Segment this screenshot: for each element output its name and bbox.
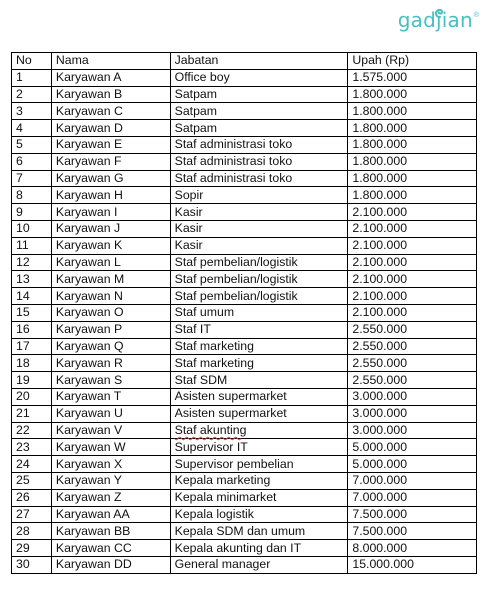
table-row [12, 271, 477, 288]
cell-no [12, 187, 52, 204]
cell-jabatan [170, 69, 348, 86]
cell-no-text: 7 [16, 170, 23, 185]
cell-nama [51, 136, 170, 153]
cell-upah [348, 69, 477, 86]
cell-jabatan [170, 321, 348, 338]
cell-nama-text: Karyawan R [55, 355, 123, 370]
cell-no [12, 86, 52, 103]
cell-no-text: 11 [16, 238, 29, 253]
cell-nama-text: Karyawan D [55, 120, 123, 135]
cell-jabatan [170, 220, 348, 237]
cell-nama [51, 321, 170, 338]
table-row [12, 388, 477, 405]
table-row [12, 372, 477, 389]
header-no: No [12, 53, 52, 70]
cell-upah-text: 7.000.000 [352, 490, 408, 505]
cell-no-text: 3 [16, 103, 23, 118]
cell-no-text: 27 [16, 506, 30, 521]
cell-upah-text: 2.100.000 [352, 204, 408, 219]
cell-no [12, 489, 52, 506]
cell-no-text: 19 [16, 372, 30, 387]
cell-nama [51, 422, 170, 439]
cell-upah-text: 5.000.000 [352, 439, 408, 454]
cell-no-text: 24 [16, 456, 30, 471]
cell-no [12, 103, 52, 120]
cell-jabatan-text: Kepala logistik [174, 506, 254, 521]
cell-upah [348, 405, 477, 422]
cell-no-text: 22 [16, 422, 30, 437]
cell-upah-text: 1.800.000 [352, 187, 408, 202]
cell-jabatan-text: Staf marketing [174, 355, 254, 370]
cell-no [12, 288, 52, 305]
cell-no [12, 254, 52, 271]
cell-upah [348, 136, 477, 153]
cell-jabatan [170, 304, 348, 321]
cell-no-text: 2 [16, 86, 23, 101]
cell-jabatan-text: Kepala marketing [174, 473, 271, 488]
cell-upah-text: 2.100.000 [352, 271, 408, 286]
table-row [12, 489, 477, 506]
cell-jabatan-text: Staf SDM [174, 372, 228, 387]
cell-upah-text: 7.500.000 [352, 506, 408, 521]
gadjian-logo [398, 10, 479, 30]
cell-upah [348, 540, 477, 557]
cell-nama [51, 556, 170, 573]
cell-upah [348, 103, 477, 120]
cell-jabatan [170, 523, 348, 540]
cell-upah-text: 2.100.000 [352, 254, 408, 269]
cell-upah [348, 321, 477, 338]
cell-nama [51, 388, 170, 405]
header-jabatan: Jabatan [170, 53, 348, 70]
cell-nama-text: Karyawan H [55, 187, 123, 202]
cell-upah-text: 1.800.000 [352, 86, 408, 101]
cell-jabatan [170, 170, 348, 187]
cell-upah-text: 1.800.000 [352, 137, 408, 152]
cell-no [12, 304, 52, 321]
cell-upah [348, 355, 477, 372]
cell-upah [348, 204, 477, 221]
cell-nama [51, 69, 170, 86]
cell-nama [51, 506, 170, 523]
cell-no-text: 12 [16, 254, 30, 269]
cell-upah [348, 338, 477, 355]
cell-jabatan-text: Staf IT [174, 322, 211, 337]
cell-jabatan [170, 506, 348, 523]
cell-nama [51, 153, 170, 170]
cell-nama-text: Karyawan E [55, 137, 123, 152]
cell-no [12, 355, 52, 372]
cell-nama-text: Karyawan T [55, 389, 122, 404]
cell-upah-text: 8.000.000 [352, 540, 408, 555]
cell-upah-text: 1.800.000 [352, 154, 408, 169]
cell-jabatan-text: Staf akunting [174, 422, 247, 437]
cell-upah [348, 523, 477, 540]
header-upah: Upah (Rp) [348, 53, 477, 70]
cell-upah [348, 556, 477, 573]
table-row [12, 439, 477, 456]
table-row [12, 136, 477, 153]
cell-jabatan [170, 338, 348, 355]
cell-nama [51, 237, 170, 254]
table-row [12, 220, 477, 237]
cell-jabatan [170, 103, 348, 120]
cell-jabatan [170, 456, 348, 473]
cell-upah [348, 439, 477, 456]
cell-upah-text: 5.000.000 [352, 456, 408, 471]
header-nama: Nama [51, 53, 170, 70]
cell-jabatan-text: Kepala SDM dan umum [174, 523, 306, 538]
cell-no-text: 10 [16, 221, 30, 236]
table-row [12, 472, 477, 489]
cell-upah-text: 2.100.000 [352, 288, 408, 303]
cell-jabatan-text: Staf umum [174, 305, 235, 320]
cell-upah [348, 456, 477, 473]
cell-jabatan [170, 187, 348, 204]
cell-nama [51, 288, 170, 305]
table-row [12, 540, 477, 557]
cell-no [12, 237, 52, 254]
cell-upah-text: 15.000.000 [352, 557, 414, 572]
cell-nama-text: Karyawan F [55, 154, 122, 169]
cell-upah-text: 2.550.000 [352, 338, 408, 353]
cell-no [12, 456, 52, 473]
cell-nama-text: Karyawan Y [55, 473, 122, 488]
cell-jabatan-text: General manager [174, 557, 271, 572]
cell-jabatan-text: Sopir [174, 187, 204, 202]
cell-nama-text: Karyawan W [55, 439, 126, 454]
cell-nama [51, 456, 170, 473]
cell-upah [348, 388, 477, 405]
cell-jabatan-text: Kepala akunting dan IT [174, 540, 302, 555]
cell-nama [51, 540, 170, 557]
cell-nama-text: Karyawan L [55, 254, 121, 269]
cell-no [12, 388, 52, 405]
cell-no-text: 1 [16, 70, 23, 85]
cell-nama-text: Karyawan V [55, 422, 123, 437]
cell-nama [51, 204, 170, 221]
cell-upah-text: 3.000.000 [352, 389, 408, 404]
cell-nama-text: Karyawan BB [55, 523, 131, 538]
cell-no [12, 120, 52, 137]
table-row [12, 405, 477, 422]
cell-upah [348, 506, 477, 523]
cell-nama [51, 103, 170, 120]
cell-no-text: 25 [16, 473, 30, 488]
cell-upah [348, 472, 477, 489]
cell-jabatan [170, 271, 348, 288]
cell-nama [51, 254, 170, 271]
cell-no-text: 6 [16, 154, 23, 169]
table-header-row [12, 53, 477, 70]
table-row [12, 204, 477, 221]
cell-no [12, 170, 52, 187]
cell-nama-text: Karyawan CC [55, 540, 132, 555]
cell-jabatan [170, 388, 348, 405]
cell-jabatan [170, 86, 348, 103]
table-row [12, 422, 477, 439]
cell-upah-text: 7.500.000 [352, 523, 408, 538]
cell-jabatan [170, 237, 348, 254]
cell-upah-text: 1.800.000 [352, 103, 408, 118]
cell-nama-text: Karyawan Z [55, 490, 122, 505]
cell-nama-text: Karyawan O [55, 305, 124, 320]
cell-nama [51, 170, 170, 187]
cell-jabatan [170, 355, 348, 372]
cell-upah-text: 1.575.000 [352, 70, 408, 85]
cell-no [12, 439, 52, 456]
table-row [12, 456, 477, 473]
table-row [12, 321, 477, 338]
cell-nama [51, 271, 170, 288]
cell-nama-text: Karyawan B [55, 86, 123, 101]
cell-upah [348, 86, 477, 103]
cell-no [12, 153, 52, 170]
cell-jabatan [170, 422, 348, 439]
cell-nama [51, 304, 170, 321]
cell-nama [51, 120, 170, 137]
cell-no-text: 14 [16, 288, 30, 303]
cell-nama-text: Karyawan U [55, 406, 123, 421]
cell-no-text: 21 [16, 406, 30, 421]
cell-upah [348, 422, 477, 439]
table-row [12, 69, 477, 86]
cell-no [12, 523, 52, 540]
cell-nama-text: Karyawan DD [55, 557, 132, 572]
cell-no [12, 422, 52, 439]
registered-mark: ® [473, 12, 479, 19]
cell-nama [51, 439, 170, 456]
cell-no-text: 8 [16, 187, 23, 202]
logo-wordmark: gadjian [397, 8, 473, 32]
cell-upah-text: 7.000.000 [352, 473, 408, 488]
table-row [12, 556, 477, 573]
cell-nama [51, 523, 170, 540]
table-row [12, 103, 477, 120]
cell-nama-text: Karyawan P [55, 322, 123, 337]
cell-nama-text: Karyawan X [55, 456, 123, 471]
cell-upah-text: 2.100.000 [352, 305, 408, 320]
cell-nama [51, 220, 170, 237]
cell-no-text: 20 [16, 389, 30, 404]
cell-no-text: 9 [16, 204, 23, 219]
table-row [12, 237, 477, 254]
cell-jabatan-text: Staf administrasi toko [174, 170, 293, 185]
table-row [12, 187, 477, 204]
table-body [12, 69, 477, 573]
table-row [12, 288, 477, 305]
cell-upah-text: 3.000.000 [352, 406, 408, 421]
cell-no-text: 16 [16, 322, 30, 337]
table-row [12, 338, 477, 355]
cell-nama-text: Karyawan Q [55, 338, 124, 353]
cell-no-text: 18 [16, 355, 30, 370]
cell-jabatan-text: Staf marketing [174, 338, 254, 353]
cell-jabatan-text: Staf administrasi toko [174, 154, 293, 169]
logo-swirl-icon [433, 5, 447, 19]
cell-upah-text: 2.550.000 [352, 372, 408, 387]
cell-jabatan [170, 489, 348, 506]
cell-upah [348, 489, 477, 506]
cell-upah-text: 2.550.000 [352, 355, 408, 370]
cell-nama [51, 187, 170, 204]
cell-nama-text: Karyawan C [55, 103, 123, 118]
cell-jabatan [170, 540, 348, 557]
table-row [12, 523, 477, 540]
cell-jabatan-text: Staf pembelian/logistik [174, 271, 298, 286]
cell-jabatan [170, 136, 348, 153]
cell-nama-text: Karyawan K [55, 238, 123, 253]
cell-jabatan-text: Supervisor pembelian [174, 456, 294, 471]
cell-jabatan-text: Kasir [174, 221, 203, 236]
cell-upah-text: 3.000.000 [352, 422, 408, 437]
cell-jabatan [170, 204, 348, 221]
cell-upah [348, 254, 477, 271]
cell-nama [51, 372, 170, 389]
cell-upah [348, 170, 477, 187]
cell-no-text: 29 [16, 540, 30, 555]
cell-no [12, 540, 52, 557]
cell-jabatan-text: Satpam [174, 103, 218, 118]
cell-jabatan [170, 405, 348, 422]
cell-jabatan [170, 254, 348, 271]
cell-nama [51, 86, 170, 103]
cell-no-text: 5 [16, 137, 23, 152]
cell-upah [348, 271, 477, 288]
cell-nama-text: Karyawan N [55, 288, 123, 303]
cell-upah-text: 1.800.000 [352, 170, 408, 185]
cell-nama-text: Karyawan J [55, 221, 121, 236]
table-row [12, 170, 477, 187]
cell-jabatan-text: Staf pembelian/logistik [174, 254, 298, 269]
cell-no-text: 13 [16, 271, 30, 286]
cell-nama-text: Karyawan G [55, 170, 124, 185]
cell-jabatan [170, 120, 348, 137]
cell-no [12, 405, 52, 422]
cell-jabatan-text: Satpam [174, 86, 218, 101]
cell-nama [51, 472, 170, 489]
table-row [12, 254, 477, 271]
table-row [12, 153, 477, 170]
cell-upah [348, 187, 477, 204]
salary-table [11, 52, 477, 574]
cell-no [12, 136, 52, 153]
cell-nama-text: Karyawan M [55, 271, 125, 286]
cell-nama-text: Karyawan AA [55, 506, 130, 521]
cell-no [12, 506, 52, 523]
cell-jabatan-text: Asisten supermarket [174, 389, 287, 404]
cell-nama [51, 405, 170, 422]
cell-no [12, 271, 52, 288]
cell-jabatan [170, 372, 348, 389]
cell-no-text: 28 [16, 523, 30, 538]
cell-upah [348, 288, 477, 305]
table-row [12, 304, 477, 321]
cell-upah [348, 120, 477, 137]
cell-upah-text: 2.100.000 [352, 238, 408, 253]
table-row [12, 120, 477, 137]
cell-nama-text: Karyawan I [55, 204, 118, 219]
table-row [12, 86, 477, 103]
cell-no [12, 372, 52, 389]
cell-no [12, 472, 52, 489]
cell-nama [51, 489, 170, 506]
cell-jabatan-text: Staf administrasi toko [174, 137, 293, 152]
cell-upah-text: 2.100.000 [352, 221, 408, 236]
cell-jabatan-text: Satpam [174, 120, 218, 135]
cell-no [12, 204, 52, 221]
cell-jabatan [170, 556, 348, 573]
cell-upah [348, 220, 477, 237]
cell-jabatan [170, 439, 348, 456]
cell-jabatan [170, 153, 348, 170]
cell-upah [348, 237, 477, 254]
cell-no [12, 321, 52, 338]
cell-nama [51, 338, 170, 355]
cell-no [12, 556, 52, 573]
cell-upah [348, 304, 477, 321]
cell-upah-text: 1.800.000 [352, 120, 408, 135]
cell-no [12, 220, 52, 237]
cell-no [12, 69, 52, 86]
cell-jabatan-text: Supervisor IT [174, 439, 248, 454]
cell-upah-text: 2.550.000 [352, 322, 408, 337]
cell-jabatan-text: Staf pembelian/logistik [174, 288, 298, 303]
cell-jabatan-text: Asisten supermarket [174, 406, 287, 421]
cell-no-text: 17 [16, 338, 30, 353]
cell-jabatan [170, 288, 348, 305]
cell-nama [51, 355, 170, 372]
table-row [12, 355, 477, 372]
cell-jabatan-text: Kasir [174, 238, 203, 253]
cell-upah [348, 372, 477, 389]
cell-jabatan-text: Office boy [174, 70, 230, 85]
cell-jabatan-text: Kepala minimarket [174, 490, 277, 505]
cell-upah [348, 153, 477, 170]
cell-jabatan-text: Kasir [174, 204, 203, 219]
cell-no [12, 338, 52, 355]
cell-no-text: 15 [16, 305, 30, 320]
cell-nama-text: Karyawan S [55, 372, 123, 387]
table-row [12, 506, 477, 523]
cell-no-text: 26 [16, 490, 30, 505]
cell-no-text: 30 [16, 557, 30, 572]
cell-no-text: 4 [16, 120, 23, 135]
cell-nama-text: Karyawan A [55, 70, 122, 85]
cell-no-text: 23 [16, 439, 30, 454]
cell-jabatan [170, 472, 348, 489]
